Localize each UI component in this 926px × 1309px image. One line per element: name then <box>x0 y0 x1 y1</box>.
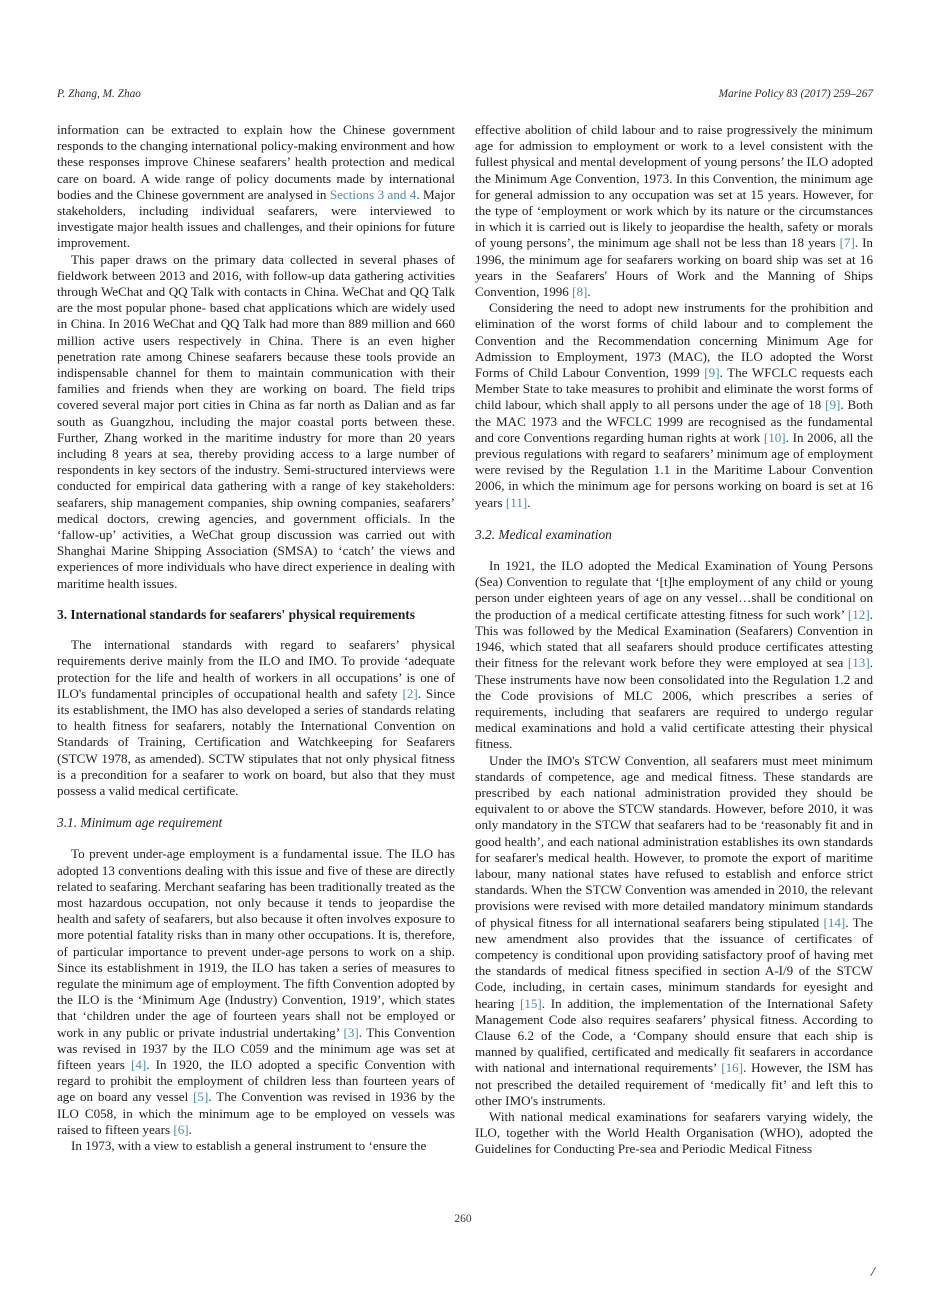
citation-5[interactable]: [5] <box>193 1089 209 1105</box>
paragraph: This paper draws on the primary data collected in several phases of fieldwork between 2013 and 2016, with follow-up data gathering activities through WeChat and QQ Talk with contacts in China. WeChat and QQ Talk are the most popular phone- based chat applications which are widely used in China. In 2016 WeChat and QQ Talk had more than 889 million and 660 million active users respectively in China. There is an even higher penetration rate among Chinese seafarers because these tools provide an indispensable channel for them to maintain communication with their families and friends when they are working on board. The field trips covered several major port cities in China as far north as Dalian and as far south as Guangzhou, including the major coastal ports between these. Further, Zhang worked in the maritime industry for more than 20 years including 8 years at sea, thereby providing access to a large number of respondents in key sectors of the industry. Semi-structured interviews were conducted for empirical data gathering with a range of key stakeholders: seafarers, ship management companies, ship owning companies, seafarers’ medical doctors, crewing agencies, and government officials. In the ‘fallow-up’ activities, a WeChat group discussion was carried out with Shanghai Marine Shipping Association (SMSA) to ‘catch’ the views and experiences of more individuals who have direct experience in dealing with maritime health issues. <box>57 251 455 591</box>
citation-11[interactable]: [11] <box>505 494 528 510</box>
citation-8[interactable]: [8] <box>572 284 588 300</box>
paragraph: The international standards with regard to seafarers’ physical requirements derive mainly from the ILO and IMO. To provide ‘adequate protection for the life and health of workers in all occupations’ is one of ILO's fundamental principles of occupational health and safety [2]. Since its establishment, the IMO has also developed a series of standards relating to health fitness for seafarers, notably the International Convention on Standards of Training, Certification and Watchkeeping for Seafarers (STCW 1978, as amended). SCTW stipulates that not only physical fitness is a precondition for a seafarer to work on board, but also that they must possess a valid medical certificate. <box>57 637 456 798</box>
citation-12[interactable]: [12] <box>847 606 870 622</box>
citation-6[interactable]: [6] <box>173 1121 189 1137</box>
left-column <box>57 122 455 1158</box>
citation-15[interactable]: [15] <box>519 995 542 1011</box>
crossref-sections-3-and-4[interactable]: Sections 3 and 4 <box>329 186 417 202</box>
running-head-authors: P. Zhang, M. Zhao <box>57 88 141 100</box>
paragraph: In 1921, the ILO adopted the Medical Examination of Young Persons (Sea) Convention to regulate that ‘[t]he employment of any child or young person under eighteen years of age on any vessel…shall be conditional on the production of a medical certificate attesting fitness for such work’ [12]. This was followed by the Medical Examination (Seafarers) Convention in 1946, which stated that all seafarers should produce certificates attesting their fitness for the relevant work before they were employed at sea [13]. These instruments have now been consolidated into the Regulation 1.2 and the Code provisions of MLC 2006, which prescribes a series of requirements, including that seafarers are required to undergo regular medical examinations and hold a valid certificate attesting their physical fitness. <box>475 558 873 752</box>
article-body <box>57 122 873 1158</box>
paragraph: Considering the need to adopt new instruments for the prohibition and elimination of the worst forms of child labour and to complement the Convention and the Recommendation concerning Minimum Age for Admission to Employment, 1973 (MAC), the ILO adopted the Worst Forms of Child Labour Convention, 1999 [9]. The WFCLC requests each Member State to take measures to prohibit and eliminate the worst forms of child labour, which shall apply to all persons under the age of 18 [9]. Both the MAC 1973 and the WFCLC 1999 are recognised as the fundamental and core Conventions regarding human rights at work [10]. In 2006, all the previous regulations with regard to seafarers’ minimum age of employment were revised by the Regulation 1.1 in the Maritime Labour Convention 2006, in which the minimum age for persons working on board is set at 16 years [11]. <box>475 300 874 510</box>
page-header <box>57 88 873 100</box>
paragraph: effective abolition of child labour and to raise progressively the minimum age for admission to employment or work to a level consistent with the fullest physical and mental development of young persons’ the ILO adopted the Minimum Age Convention, 1973. In this Convention, the minimum age for general admission to any occupation was set at 15 years. However, for the type of ‘employment or work which by its nature or the circumstances in which it is carried out is likely to jeopardise the health, safety or morals of young persons’, the minimum age shall not be less than 18 years [7]. In 1996, the minimum age for seafarers working on board ship was set at 16 years in the Seafarers' Hours of Work and the Manning of Ships Convention, 1996 [8]. <box>475 122 873 300</box>
citation-4[interactable]: [4] <box>131 1056 147 1072</box>
subsection-heading: 3.2. Medical examination <box>475 526 612 542</box>
citation-9[interactable]: [9] <box>825 397 841 413</box>
citation-2[interactable]: [2] <box>402 685 418 701</box>
page-number: 260 <box>454 1213 472 1225</box>
citation-13[interactable]: [13] <box>847 655 870 671</box>
citation-10[interactable]: [10] <box>763 429 786 445</box>
subsection-heading: 3.1. Minimum age requirement <box>57 815 223 831</box>
stray-slash-mark: / <box>871 1265 875 1280</box>
running-head-journal-ref: Marine Policy 83 (2017) 259–267 <box>718 88 873 100</box>
section-heading: 3. International standards for seafarers' physical requirements <box>57 606 415 622</box>
right-column <box>475 122 873 1158</box>
paragraph: Under the IMO's STCW Convention, all seafarers must meet minimum standards of competence, age and medical fitness. These standards are prescribed by each national administration provided they should be equivalent to or above the STCW standards. However, before 2010, it was only mandatory in the STCW that seafarers had to be ‘reasonably fit and in good health’, and each national administration establishes its own standards for seafarer's medical health. However, to promote the export of maritime labour, many national states have refused to establish and enforce strict standards. When the STCW Convention was amended in 2010, the relevant provisions were revised with more detailed mandatory minimum standards of physical fitness for all international seafarers being stipulated [14]. The new amendment also provides that the issuance of certificates of competency is conditional upon providing satisfactory proof of having met the standards of medical fitness specified in section A-I/9 of the STCW Code, including, in certain cases, minimum standards for eyesight and hearing [15]. In addition, the implementation of the International Safety Management Code also requires seafarers’ physical fitness. According to Clause 6.2 of the Code, a ‘Company should ensure that each ship is manned by qualified, certificated and medically fit seafarers in accordance with national and international requirements’ [16]. However, the ISM has not prescribed the detailed requirement of ‘medically fit’ and left this to other IMO's instruments. <box>475 752 873 1108</box>
paragraph: With national medical examinations for seafarers varying widely, the ILO, together with the World Health Organisation (WHO), adopted the Guidelines for Conducting Pre-sea and Periodic Medical Fitness <box>475 1108 873 1157</box>
paragraph: To prevent under-age employment is a fundamental issue. The ILO has adopted 13 conventions dealing with this issue and five of these are directly related to seafaring. Merchant seafaring has been traditionally treated as the most hazardous occupation, not only because it tends to jeopardise the health and safety of seafarers, but also because it often involves exposure to more potential fatality risks than in many other occupations. It is, therefore, of particular importance to prevent under-age persons to work on a ship. Since its establishment in 1919, the ILO has taken a series of measures to regulate the minimum age of employment. The fifth Convention adopted by the ILO is the ‘Minimum Age (Industry) Convention, 1919’, which states that ‘children under the age of fourteen years shall not be employed or work in any public or private industrial undertaking’ [3]. This Convention was revised in 1937 by the ILO C059 and the minimum age was set at fifteen years [4]. In 1920, the ILO adopted a specific Convention with regard to prohibit the employment of children less than fourteen years of age on board any vessel [5]. The Convention was revised in 1936 by the ILO C058, in which the minimum age to be employed on vessels was raised to fifteen years [6]. <box>57 846 455 1137</box>
paragraph: In 1973, with a view to establish a general instrument to ‘ensure the <box>71 1137 427 1153</box>
citation-14[interactable]: [14] <box>823 914 846 930</box>
citation-9[interactable]: [9] <box>704 365 720 381</box>
citation-16[interactable]: [16] <box>721 1060 744 1076</box>
paragraph: information can be extracted to explain how the Chinese government responds to the changing international policy-making environment and how these responses improve Chinese seafarers’ health protection and medical care on board. A wide range of policy documents made by international bodies and the Chinese government are analysed in Sections 3 and 4. Major stakeholders, including individual seafarers, were interviewed to investigate major health issues and challenges, and their opinions for future improvement. <box>57 122 455 251</box>
citation-7[interactable]: [7] <box>839 235 855 251</box>
citation-3[interactable]: [3] <box>343 1024 359 1040</box>
